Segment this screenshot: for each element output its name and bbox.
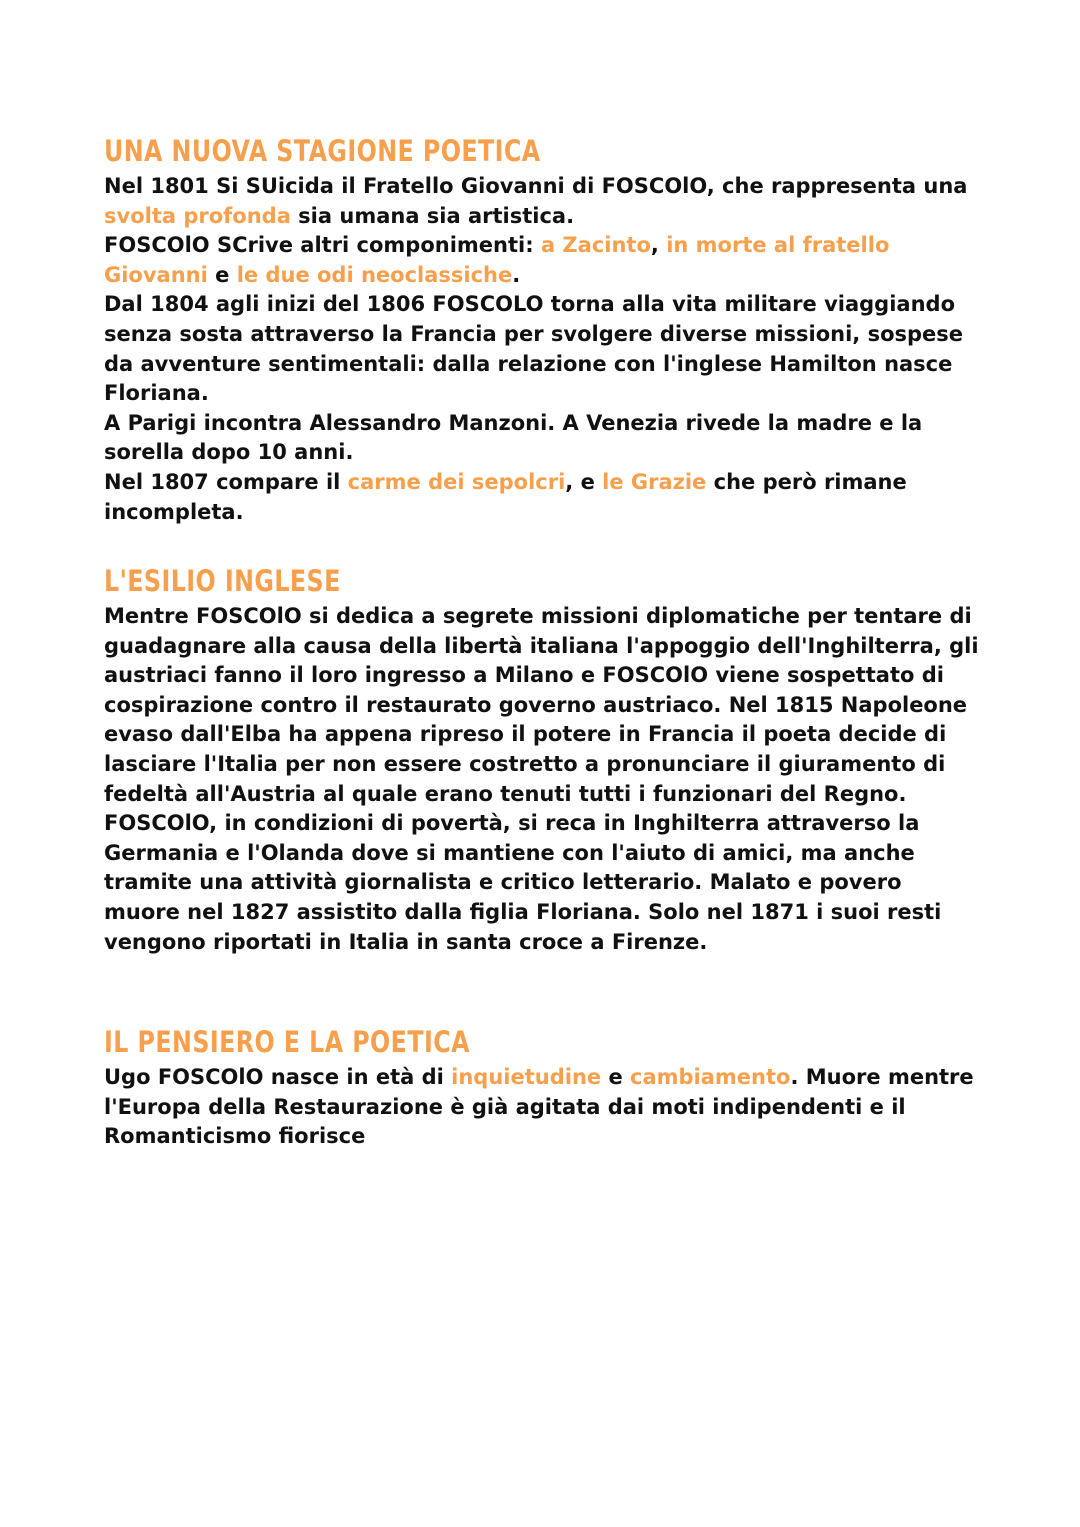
highlight: a Zacinto [540, 233, 651, 258]
paragraph: Mentre FOSCOlO si dedica a segrete missioni diplomatiche per tentare di guadagnare alla causa della libertà italiana l'appoggio dell'Inghilterra, gli austriaci fanno il loro ingresso a Milano e FOSCOlO viene sospettato di cospirazione contro il restaurato governo austriaco. Nel 1815 Napoleone evaso dall'Elba ha appena ripreso il potere in Francia il poeta decide di lasciare l'Italia per non essere costretto a pronunciare il giuramento di fedeltà all'Austria al quale erano tenuti tutti i funzionari del Regno. [104, 604, 979, 806]
highlight: carme dei sepolcri [347, 469, 566, 494]
paragraph: Nel 1801 Si SUicida il Fratello Giovanni di FOSCOlO, che rappresenta una svolta profonda sia umana sia artistica. [104, 174, 968, 228]
paragraph: Ugo FOSCOlO nasce in età di inquietudine e cambiamento. Muore mentre l'Europa della Restaurazione è già agitata dai moti indipendenti e il Romanticismo fiorisce [104, 1065, 974, 1149]
highlight: in morte al fratello Giovanni [104, 233, 890, 287]
paragraph: FOSCOlO, in condizioni di povertà, si reca in Inghilterra attraverso la Germania e l'Olanda dove si mantiene con l'aiuto di amici, ma anche tramite una attività giornalista e critico letterario. Malato e povero muore nel 1827 assistito dalla figlia Floriana. Solo nel 1871 i suoi resti vengono riportati in Italia in santa croce a Firenze. [104, 811, 942, 954]
paragraph: FOSCOlO SCrive altri componimenti: a Zacinto, in morte al fratello Giovanni e le due odi neoclassiche. [104, 233, 890, 287]
section-nuova-stagione-poetica [104, 132, 984, 527]
paragraph: Nel 1807 compare il carme dei sepolcri, e le Grazie che però rimane incompleta. [104, 469, 907, 524]
paragraph: A Parigi incontra Alessandro Manzoni. A Venezia rivede la madre e la sorella dopo 10 anni. [104, 410, 923, 465]
section-heading: UNA NUOVA STAGIONE POETICA [104, 134, 541, 168]
section-heading: IL PENSIERO E LA POETICA [104, 1025, 470, 1059]
paragraph: Dal 1804 agli inizi del 1806 FOSCOLO torna alla vita militare viaggiando senza sosta attraverso la Francia per svolgere diverse missioni, sospese da avventure sentimentali: dalla relazione con l'inglese Hamilton nasce Floriana. [104, 292, 964, 406]
highlight: cambiamento [630, 1065, 791, 1089]
highlight: le Grazie [602, 469, 707, 494]
highlight: svolta profonda [104, 203, 291, 228]
section-esilio-inglese [104, 562, 984, 957]
section-heading: L'ESILIO INGLESE [104, 564, 341, 598]
section-pensiero-e-poetica [104, 1023, 984, 1152]
highlight: le due odi neoclassiche [236, 262, 513, 287]
highlight: inquietudine [451, 1065, 602, 1089]
